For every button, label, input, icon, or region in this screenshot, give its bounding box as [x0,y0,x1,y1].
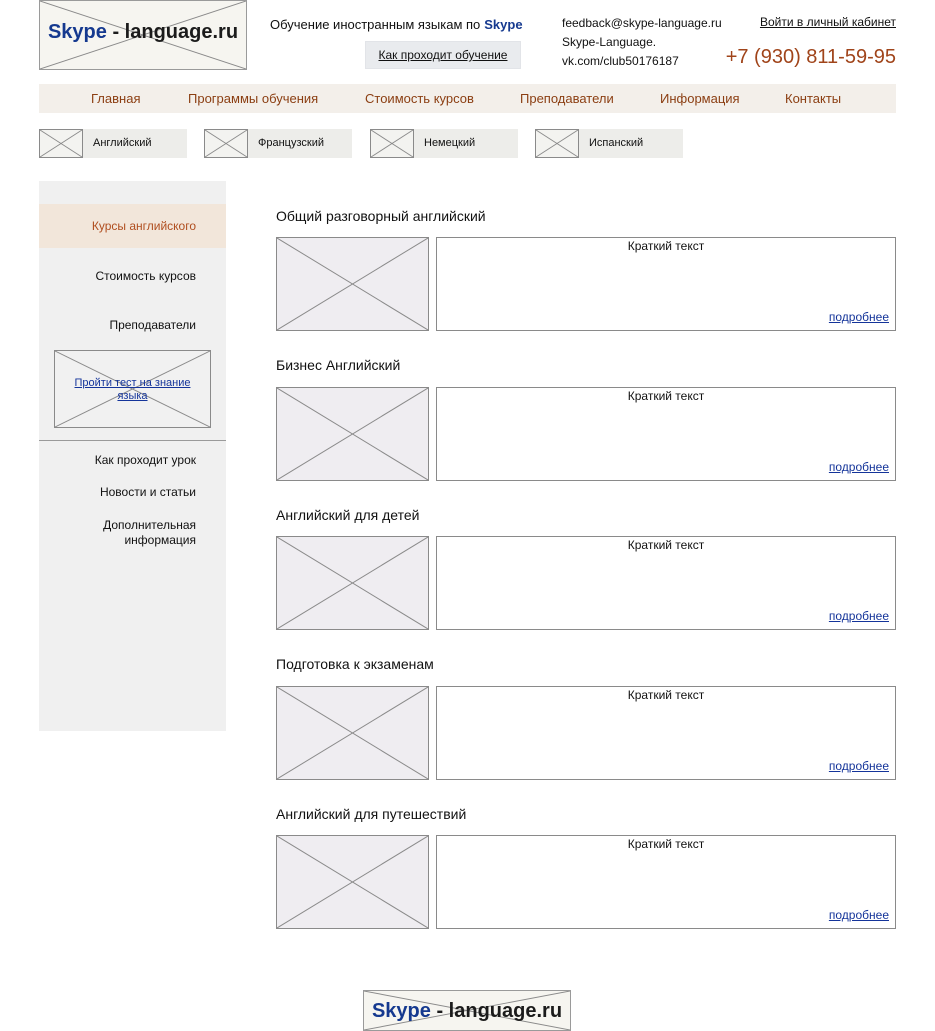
course-brief: Краткий текст [627,239,705,253]
flag-placeholder-icon [204,129,248,158]
sidebar-item-english-courses-label[interactable]: Курсы английского [91,219,196,233]
language-tab-spanish[interactable] [535,129,683,158]
course-more-link[interactable]: подробнее [828,759,889,773]
nav-item-teachers[interactable]: Преподаватели [520,91,614,106]
language-label: Английский [93,137,152,149]
phone-number: +7 (930) 811-59-95 [725,46,896,68]
course-more-link[interactable]: подробнее [828,609,889,623]
course-image[interactable] [276,387,429,481]
contact-info [562,14,722,71]
sidebar-item-prices[interactable]: Стоимость курсов [95,269,196,283]
footer-logo[interactable] [363,990,571,1031]
tagline-skype: Skype [484,17,523,32]
flag-placeholder-icon [39,129,83,158]
image-placeholder-icon [277,388,428,480]
image-placeholder-icon [277,238,428,330]
nav-item-contacts[interactable]: Контакты [785,91,842,106]
contact-social-link[interactable]: vk.com/club50176187 [562,54,679,68]
flag-placeholder-icon [370,129,414,158]
sidebar-item-news[interactable]: Новости и статьи [99,485,196,499]
course-image[interactable] [276,536,429,630]
course-brief: Краткий текст [627,389,705,403]
image-placeholder-icon [277,687,428,779]
main-navigation [39,84,896,113]
contact-email[interactable]: feedback@skype-language.ru [562,16,722,30]
course-image[interactable] [276,237,429,331]
language-label: Немецкий [424,137,476,149]
language-test-link[interactable]: Пройти тест на знание языка [74,377,191,402]
sidebar-item-teachers[interactable]: Преподаватели [109,318,196,332]
course-summary-box [436,835,896,929]
course-summary-box [436,686,896,780]
course-brief: Краткий текст [627,837,705,851]
course-brief: Краткий текст [627,538,705,552]
language-test-banner[interactable] [54,350,211,428]
sidebar-divider [39,440,226,441]
course-more-link[interactable]: подробнее [828,908,889,922]
course-more-link[interactable]: подробнее [828,310,889,324]
course-summary-box [436,387,896,481]
sidebar-item-extra-info[interactable]: Дополнительная информация [103,518,196,547]
nav-item-info[interactable]: Информация [660,91,740,106]
language-tab-german[interactable] [370,129,518,158]
image-placeholder-icon [277,537,428,629]
login-cabinet-link[interactable]: Войти в личный кабинет [759,15,896,29]
course-image[interactable] [276,686,429,780]
course-title: Общий разговорный английский [276,208,486,224]
how-learning-works-button[interactable]: Как проходит обучение [365,41,521,69]
language-tab-french[interactable] [204,129,352,158]
course-brief: Краткий текст [627,688,705,702]
course-image[interactable] [276,835,429,929]
course-title: Английский для путешествий [276,806,467,822]
tagline: Обучение иностранным языкам по Skype [270,17,523,32]
image-placeholder-icon [277,836,428,928]
nav-item-prices[interactable]: Стоимость курсов [365,91,474,106]
sidebar-item-how-lesson[interactable]: Как проходит урок [94,453,196,467]
course-summary-box [436,536,896,630]
flag-placeholder-icon [535,129,579,158]
course-title: Бизнес Английский [276,357,401,373]
course-more-link[interactable]: подробнее [828,460,889,474]
contact-social-name: Skype-Language. [562,35,657,49]
logo-text: Skype - language.ru [47,21,239,43]
language-label: Испанский [589,137,644,149]
language-tab-english[interactable] [39,129,187,158]
course-title: Подготовка к экзаменам [276,656,434,672]
nav-item-home[interactable]: Главная [91,91,141,106]
nav-item-programs[interactable]: Программы обучения [188,91,319,106]
site-logo[interactable] [39,0,247,70]
course-summary-box [436,237,896,331]
course-title: Английский для детей [276,507,420,523]
language-label: Французский [258,137,324,149]
footer-logo-text: Skype - language.ru [371,1000,563,1022]
